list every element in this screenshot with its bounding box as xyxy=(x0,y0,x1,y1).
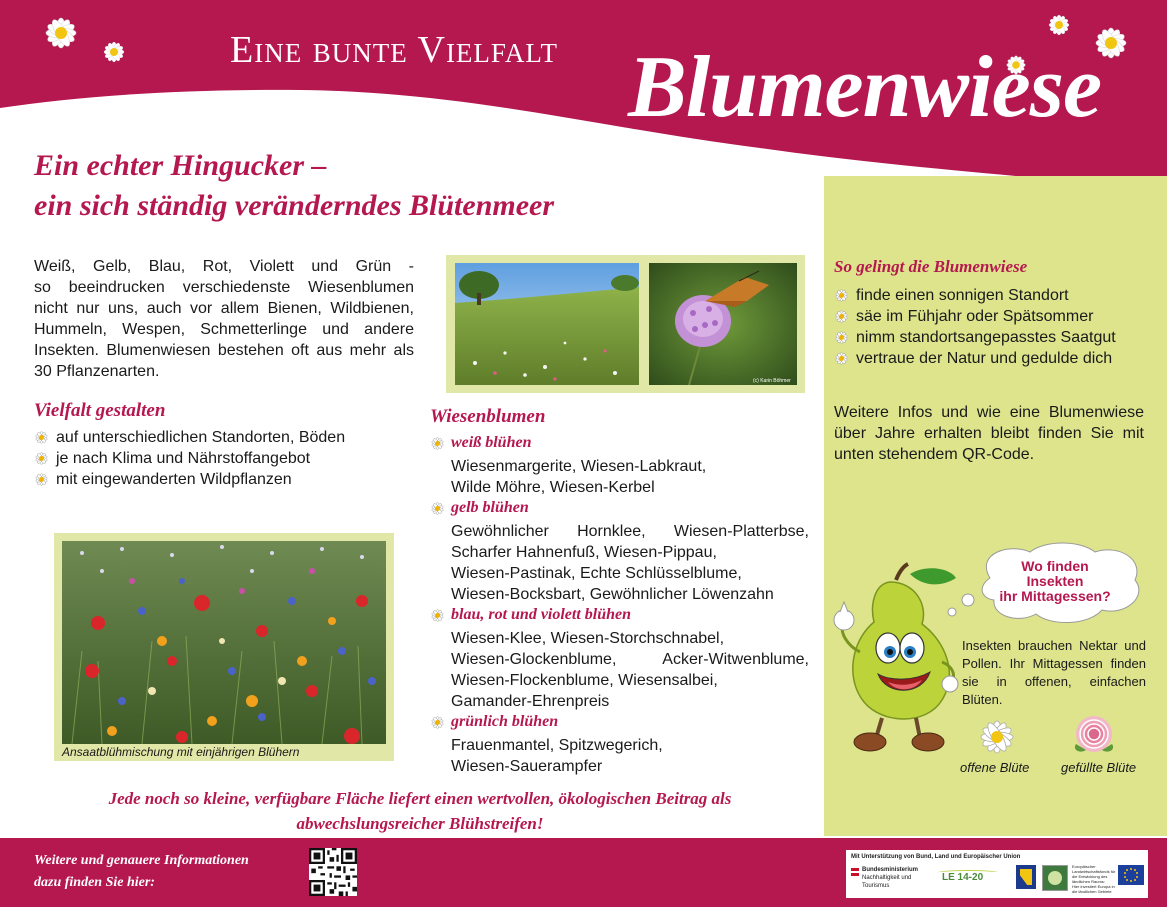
list-item-text: nimm standortsangepasstes Saatgut xyxy=(856,329,1116,346)
fund-line: die Entwicklung des xyxy=(1072,874,1108,879)
daisy-decoration-icon xyxy=(100,38,128,66)
bottom-note xyxy=(40,786,800,836)
color-group-label: grünlich blühen xyxy=(451,713,559,730)
daisy-bullet-icon xyxy=(34,451,49,466)
le-logo-arc xyxy=(938,870,998,875)
plant-line: Scharfer Hahnenfuß, Wiesen-Pippau, xyxy=(451,544,717,561)
list-item-text: mit eingewanderten Wildpflanzen xyxy=(56,471,292,488)
speech-bubble-text xyxy=(985,559,1125,604)
intro-line: Hummeln, Wespen, Schmetterlinge und andere xyxy=(34,321,414,338)
plant-line-text: Gewöhnlicher Hornklee, Wiesen-Platterbse, xyxy=(451,523,809,540)
bubble-line: ihr Mittagessen? xyxy=(999,588,1111,604)
list-item-text: säe im Fühjahr oder Spätsommer xyxy=(856,308,1094,325)
vielfalt-title: Vielfalt gestalten xyxy=(34,400,166,421)
daisy-decoration-icon xyxy=(40,12,82,54)
color-group-label: gelb blühen xyxy=(451,499,529,516)
footer-text xyxy=(34,850,249,894)
photo-credit: (c) Karin Böhmer xyxy=(753,378,791,384)
info-paragraph xyxy=(834,402,1144,465)
daisy-bullet-icon xyxy=(430,436,445,451)
color-group-heading xyxy=(430,713,809,735)
intro-line: Insekten. Blumenwiesen bestehen oft aus mehr als xyxy=(34,342,414,359)
color-group-heading xyxy=(430,606,809,628)
open-flower-icon xyxy=(975,715,1019,759)
pear-text-line: Insekten brauchen Nektar und xyxy=(962,638,1146,653)
plant-line: Wiesen-Bocksbart, Gewöhnlicher Löwenzahn xyxy=(451,586,774,603)
pear-text-line: sie in offenen, einfachen xyxy=(962,674,1146,689)
tips-title: So gelingt die Blumenwiese xyxy=(834,257,1028,276)
daisy-bullet-icon xyxy=(430,715,445,730)
plant-line: Gamander-Ehrenpreis xyxy=(451,693,610,710)
daisy-bullet-icon xyxy=(834,330,849,345)
open-flower-caption: offene Blüte xyxy=(960,760,1030,775)
color-group-heading xyxy=(430,434,809,456)
list-item-text: finde einen sonnigen Standort xyxy=(856,287,1069,304)
list-item xyxy=(834,348,1116,369)
list-item-text: vertraue der Natur und gedulde dich xyxy=(856,350,1113,367)
ministry-line: Nachhaltigkeit und xyxy=(862,875,912,881)
qr-code[interactable] xyxy=(309,848,357,896)
info-line: über Jahre erhalten bleibt finden Sie mit xyxy=(834,425,1144,442)
footer-line: Weitere und genauere Informationen xyxy=(34,853,249,868)
daisy-bullet-icon xyxy=(834,288,849,303)
meadow-landscape-photo xyxy=(455,263,639,385)
plant-line: Wiesenmargerite, Wiesen-Labkraut, xyxy=(451,458,707,475)
sponsor-heading: Mit Unterstützung von Bund, Land und Europäischer Union xyxy=(851,854,1021,860)
pear-mascot-icon xyxy=(830,562,964,756)
wiesenblumen-list xyxy=(430,434,809,777)
plant-line: Wilde Möhre, Wiesen-Kerbel xyxy=(451,479,655,496)
daisy-bullet-icon xyxy=(430,608,445,623)
intro-line: 30 Pflanzenarten. xyxy=(34,363,160,380)
fund-line: Landwirtschaftsfonds für xyxy=(1072,869,1116,874)
list-item xyxy=(34,448,345,469)
tips-section xyxy=(834,257,1116,369)
supertitle: Eine bunte Vielfalt xyxy=(230,29,558,71)
ministry-line: Tourismus xyxy=(862,883,890,889)
daisy-decoration-icon xyxy=(1045,11,1073,39)
intro-line: Weiß, Gelb, Blau, Rot, Violett und Grün - xyxy=(34,258,414,275)
eu-flag-icon xyxy=(1118,865,1144,885)
list-item xyxy=(834,285,1116,306)
sponsor-logos xyxy=(846,850,1148,898)
fund-line: Europäischer xyxy=(1072,864,1096,869)
ministry-line: Bundesministerium xyxy=(862,867,919,873)
color-group-label: weiß blühen xyxy=(451,434,532,451)
list-item xyxy=(834,327,1116,348)
pear-text-line: Pollen. Ihr Mittagessen finden xyxy=(962,656,1146,671)
info-line: unten stehendem QR-Code. xyxy=(834,446,1035,463)
plant-line: Wiesen-Klee, Wiesen-Storchschnabel, xyxy=(451,630,725,647)
eafrd-fund-text xyxy=(1072,864,1116,894)
plant-line-text: Wiesen-Glockenblume, Acker-Witwenblume, xyxy=(451,651,809,668)
filled-flower-icon xyxy=(1073,713,1115,755)
plant-line xyxy=(430,521,809,542)
meadow-photo-caption: Ansaatblühmischung mit einjährigen Blühern xyxy=(62,745,300,759)
plant-line xyxy=(430,649,809,670)
list-item xyxy=(834,306,1116,327)
intro-line: nicht nur uns, auch vor allem Bienen, Wildbienen, xyxy=(34,300,414,317)
vielfalt-list xyxy=(34,427,345,490)
plant-line: Wiesen-Pastinak, Echte Schlüsselblume, xyxy=(451,565,742,582)
wildflower-mix-photo xyxy=(62,541,386,744)
noe-logo-shape xyxy=(1020,869,1032,885)
headline-line: ein sich ständig veränderndes Blütenmeer xyxy=(34,189,555,222)
daisy-bullet-icon xyxy=(834,351,849,366)
daisy-bullet-icon xyxy=(34,430,49,445)
butterfly-on-scabious-photo xyxy=(649,263,797,385)
leader-logo-circle xyxy=(1048,871,1062,885)
plant-line: Wiesen-Sauerampfer xyxy=(451,758,603,775)
plant-line: Frauenmantel, Spitzwegerich, xyxy=(451,737,663,754)
fund-line: Hier investiert Europa in xyxy=(1072,884,1115,889)
info-line: Weitere Infos und wie eine Blumenwiese xyxy=(834,404,1144,421)
tips-list xyxy=(834,285,1116,369)
color-group-heading xyxy=(430,499,809,521)
bottom-note-line: abwechslungsreicher Blühstreifen! xyxy=(296,814,544,833)
list-item xyxy=(34,469,345,490)
noe-logo-icon xyxy=(1016,865,1036,889)
bubble-line: Insekten xyxy=(1026,573,1084,589)
wiesenblumen-title: Wiesenblumen xyxy=(430,406,546,427)
fund-line: ländlichen Raums: xyxy=(1072,879,1105,884)
main-title: Blumenwiese xyxy=(628,39,1102,136)
daisy-bullet-icon xyxy=(34,472,49,487)
color-group-label: blau, rot und violett blühen xyxy=(451,606,632,623)
plant-line: Wiesen-Flockenblume, Wiesensalbei, xyxy=(451,672,718,689)
pear-text-line: Blüten. xyxy=(962,692,1003,707)
list-item xyxy=(34,427,345,448)
austria-flag-stripe xyxy=(851,871,859,873)
footer-line: dazu finden Sie hier: xyxy=(34,875,155,890)
daisy-bullet-icon xyxy=(430,501,445,516)
intro-line: so beeindrucken verschiedenste Wiesenblumen xyxy=(34,279,414,296)
filled-flower-caption: gefüllte Blüte xyxy=(1061,760,1137,775)
pear-explanation xyxy=(962,637,1146,709)
le-logo: LE 14-20 xyxy=(942,872,984,883)
headline xyxy=(34,146,814,226)
list-item-text: auf unterschiedlichen Standorten, Böden xyxy=(56,429,346,446)
bottom-note-line: Jede noch so kleine, verfügbare Fläche liefert einen wertvollen, ökologischen Beitrag als xyxy=(108,789,732,808)
daisy-bullet-icon xyxy=(834,309,849,324)
headline-line: Ein echter Hingucker – xyxy=(34,149,327,182)
leader-logo-icon xyxy=(1042,865,1068,891)
list-item-text: je nach Klima und Nährstoffangebot xyxy=(56,450,311,467)
bubble-line: Wo finden xyxy=(1021,558,1089,574)
fund-line: die ländlichen Gebiete xyxy=(1072,889,1112,894)
intro-paragraph xyxy=(34,256,414,382)
